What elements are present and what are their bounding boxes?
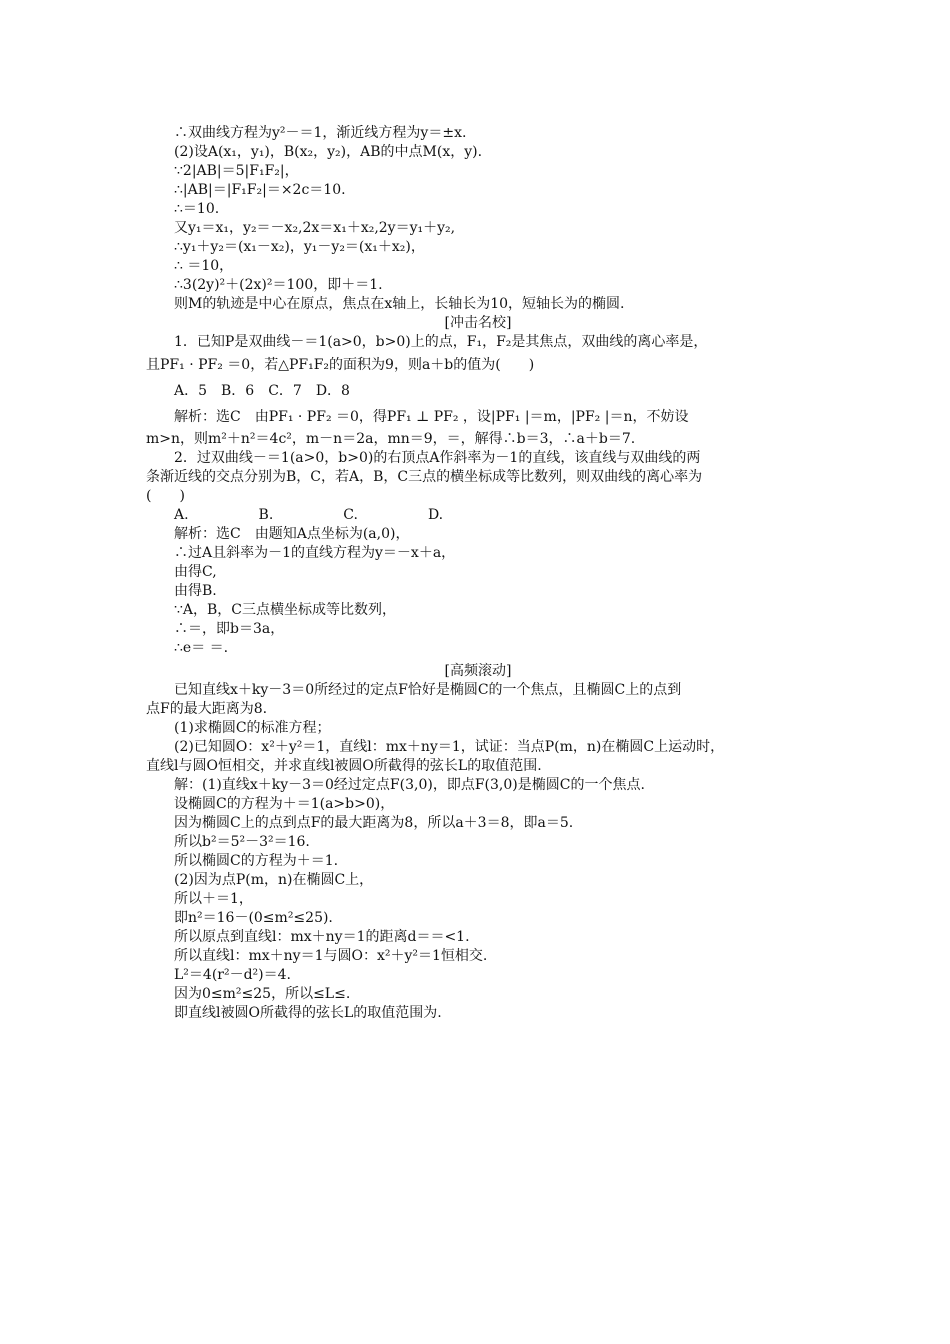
text-line: 又y₁＝x₁，y₂＝－x₂,2x＝x₁＋x₂,2y＝y₁＋y₂, [174,220,456,236]
problem-part-2: 直线l与圆O恒相交，并求直线l被圆O所截得的弦长L的取值范围. [146,758,542,774]
question-1-stem: 且PF₁ · PF₂ ＝0，若△PF₁F₂的面积为9，则a＋b的值为( ) [146,357,535,373]
solution-line: 由得C, [174,564,217,580]
section-heading-chongji: [冲击名校] [444,315,512,331]
question-1-options: A．5 B．6 C．7 D．8 [174,383,350,399]
text-line: ∴|AB|＝|F₁F₂|＝×2c＝10. [174,182,346,198]
question-1-stem: 1．已知P是双曲线－＝1(a>0，b>0)上的点，F₁，F₂是其焦点，双曲线的离心率是， [174,334,708,350]
solution-line: ∴＝，即b＝3a， [174,621,285,637]
solution-line: 所以＋＝1， [174,891,253,907]
solution-line: 即n²＝16－(0≤m²≤25). [174,910,333,926]
text-line: ∴ ＝10， [174,258,234,274]
text-line: ∴双曲线方程为y²－＝1，渐近线方程为y＝±x. [174,125,467,141]
text-line: ∴＝10. [174,201,220,217]
solution-line: 所以原点到直线l：mx＋ny＝1的距离d＝＝<1. [174,929,470,945]
problem-stem: 点F的最大距离为8. [146,701,268,717]
solution-line: 即直线l被圆O所截得的弦长L的取值范围为. [174,1005,442,1021]
solution-line: 所以b²＝5²－3²＝16. [174,834,310,850]
text-line: 则M的轨迹是中心在原点，焦点在x轴上，长轴长为10，短轴长为的椭圆. [174,296,625,312]
solution-line: m>n，则m²＋n²＝4c²，m－n＝2a，mn＝9，＝，解得∴b＝3，∴a＋b＝7. [146,431,636,447]
question-2-stem: ( ) [146,488,185,504]
document-body [146,124,810,1023]
solution-line: ∴过A且斜率为－1的直线方程为y＝－x＋a， [174,545,456,561]
text-line: ∴3(2y)²＋(2x)²＝100，即＋＝1. [174,277,383,293]
solution-line: 因为0≤m²≤25，所以≤L≤. [174,986,351,1002]
solution-line: 因为椭圆C上的点到点F的最大距离为8，所以a＋3＝8，即a＝5. [174,815,574,831]
solution-line: 解析：选C 由PF₁ · PF₂ ＝0，得PF₁ ⊥ PF₂ ，设|PF₁ |＝m，|PF₂ |＝n，不妨设 [174,409,689,425]
question-2-stem: 条渐近线的交点分别为B，C，若A，B，C三点的横坐标成等比数列，则双曲线的离心率为 [146,469,703,485]
solution-line: 解：(1)直线x＋ky－3＝0经过定点F(3,0)，即点F(3,0)是椭圆C的一个焦点. [174,777,645,793]
solution-line: (2)因为点P(m，n)在椭圆C上， [174,872,374,888]
solution-line: ∴e＝ ＝. [174,640,229,656]
solution-line: L²＝4(r²－d²)＝4. [174,967,291,983]
problem-part-2: (2)已知圆O：x²＋y²＝1，直线l：mx＋ny＝1，试证：当点P(m，n)在椭圆C上运动时， [174,739,725,755]
question-2-stem: 2．过双曲线－＝1(a>0，b>0)的右顶点A作斜率为－1的直线，该直线与双曲线的两 [174,450,701,466]
solution-line: 所以直线l：mx＋ny＝1与圆O：x²＋y²＝1恒相交. [174,948,488,964]
problem-stem: 已知直线x＋ky－3＝0所经过的定点F恰好是椭圆C的一个焦点，且椭圆C上的点到 [174,682,682,698]
solution-line: ∵A，B，C三点横坐标成等比数列， [174,602,397,618]
text-line: (2)设A(x₁，y₁)，B(x₂，y₂)，AB的中点M(x，y). [174,144,483,160]
solution-line: 所以椭圆C的方程为＋＝1. [174,853,339,869]
problem-part-1: (1)求椭圆C的标准方程； [174,720,331,736]
question-2-options: A. B. C. D. [174,507,444,523]
text-line: ∵2|AB|＝5|F₁F₂|， [174,163,299,179]
solution-line: 设椭圆C的方程为＋＝1(a>b>0)， [174,796,395,812]
solution-line: 解析：选C 由题知A点坐标为(a,0)， [174,526,410,542]
section-heading-gaopin: [高频滚动] [444,663,512,679]
text-line: ∴y₁＋y₂＝(x₁－x₂)，y₁－y₂＝(x₁＋x₂)， [174,239,425,255]
solution-line: 由得B. [174,583,217,599]
